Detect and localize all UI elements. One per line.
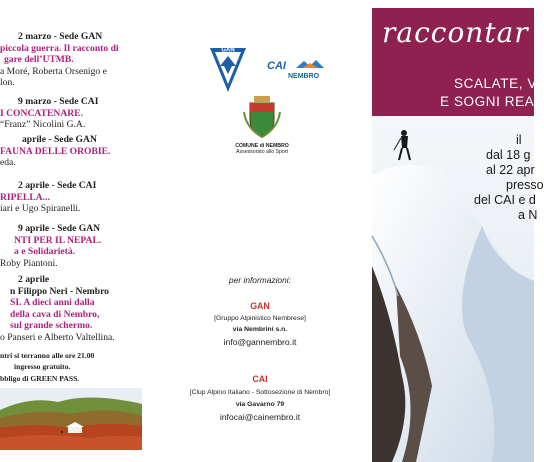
event-speakers: iari e Ugo Spiranelli. (0, 203, 81, 215)
event-5 (0, 274, 150, 344)
event-title: FAUNA DELLE OROBIE. (0, 145, 111, 157)
event-4 (0, 223, 150, 269)
event-speakers: Roby Piantoni. (0, 257, 58, 269)
cai-contact-name: CAI (252, 374, 268, 384)
event-speakers: eda. (0, 157, 16, 169)
event-title: RIPELLA... (0, 191, 50, 203)
cover-panel (370, 0, 544, 462)
event-title: gare dell’UTMB. (4, 54, 74, 66)
cover-text-line: del CAI e d (474, 193, 536, 207)
info-panel (150, 0, 370, 462)
schedule-note: ntri si terranno alle ore 21.00 (0, 351, 95, 360)
event-title: della cava di Nembro, (10, 308, 100, 320)
cai-nembro-logo (266, 58, 338, 80)
cover-text-line: il (516, 133, 522, 147)
cai-logo-label: CAI (267, 60, 286, 72)
cover-subtitle-2: E SOGNI REA (440, 94, 535, 109)
cai-logo-place: NEMBRO (288, 73, 320, 80)
cover-script-title: raccontar (382, 16, 529, 49)
cover-subtitle-1: SCALATE, V (454, 76, 538, 91)
gan-contact (150, 301, 370, 347)
cover-title-banner (372, 8, 534, 70)
cai-contact-fullname: [Clup Alpino Italiano - Sottosezione di Nembro] (189, 389, 331, 396)
event-0 (0, 31, 150, 89)
event-speakers: a Moré, Roberta Orsenigo e (0, 65, 107, 77)
event-date: 2 aprile (18, 274, 50, 285)
cover-text-line: presso (506, 178, 544, 192)
event-date: aprile - Sede GAN (22, 134, 97, 145)
event-speakers: o Panseri e Alberto Valtellina. (0, 331, 115, 343)
event-venue: n Filippo Neri - Nembro (10, 285, 109, 297)
cai-contact (150, 374, 370, 422)
event-3 (0, 180, 150, 215)
event-speakers: lon. (0, 77, 15, 89)
comune-nembro-crest (240, 94, 284, 138)
schedule-note: ingresso gratuito. (14, 362, 71, 371)
event-speakers: “Franz” Nicolini G.A. (0, 119, 86, 131)
gan-contact-email[interactable]: info@gannembro.it (223, 337, 297, 347)
cover-subtitle-band (372, 70, 538, 116)
event-title: sul grande schermo. (10, 320, 93, 332)
event-date: 9 marzo - Sede CAI (18, 96, 99, 107)
event-2 (0, 134, 150, 169)
event-title: I CONCATENARE. (0, 107, 83, 119)
event-1 (0, 96, 150, 131)
gan-logo (206, 44, 250, 94)
comune-dept: Assessorato allo Sport (236, 149, 288, 156)
cover-text-line: a N (518, 208, 538, 222)
gan-contact-name: GAN (250, 301, 270, 311)
event-date: 2 marzo - Sede GAN (18, 31, 103, 42)
desert-photo (0, 388, 142, 450)
cai-contact-address: via Gavarno 79 (235, 401, 285, 408)
gan-contact-address: via Nembrini s.n. (232, 326, 288, 333)
gan-logo-label: GAN (221, 47, 235, 54)
event-title: a e Solidarietà. (14, 246, 76, 258)
schedule-panel (0, 0, 150, 462)
cover-text-line: al 22 apr (486, 163, 535, 177)
comune-caption (210, 143, 314, 156)
event-date: 9 aprile - Sede GAN (18, 223, 101, 234)
schedule-note: bbligo di GREEN PASS. (0, 374, 80, 383)
event-title: SI. A dieci anni dalla (10, 297, 95, 309)
event-title: piccola guerra. Il racconto di (0, 42, 119, 54)
event-date: 2 aprile - Sede CAI (18, 180, 97, 191)
cai-contact-email[interactable]: infocai@cainembro.it (219, 412, 301, 422)
gan-contact-fullname: [Gruppo Alpinistico Nembrese] (214, 315, 306, 322)
comune-name: COMUNE di NEMBRO (235, 143, 289, 149)
info-heading: per informazioni: (229, 275, 291, 285)
event-title: NTI PER IL NEPAL. (14, 234, 102, 246)
cover-text-line: dal 18 g (486, 148, 531, 162)
